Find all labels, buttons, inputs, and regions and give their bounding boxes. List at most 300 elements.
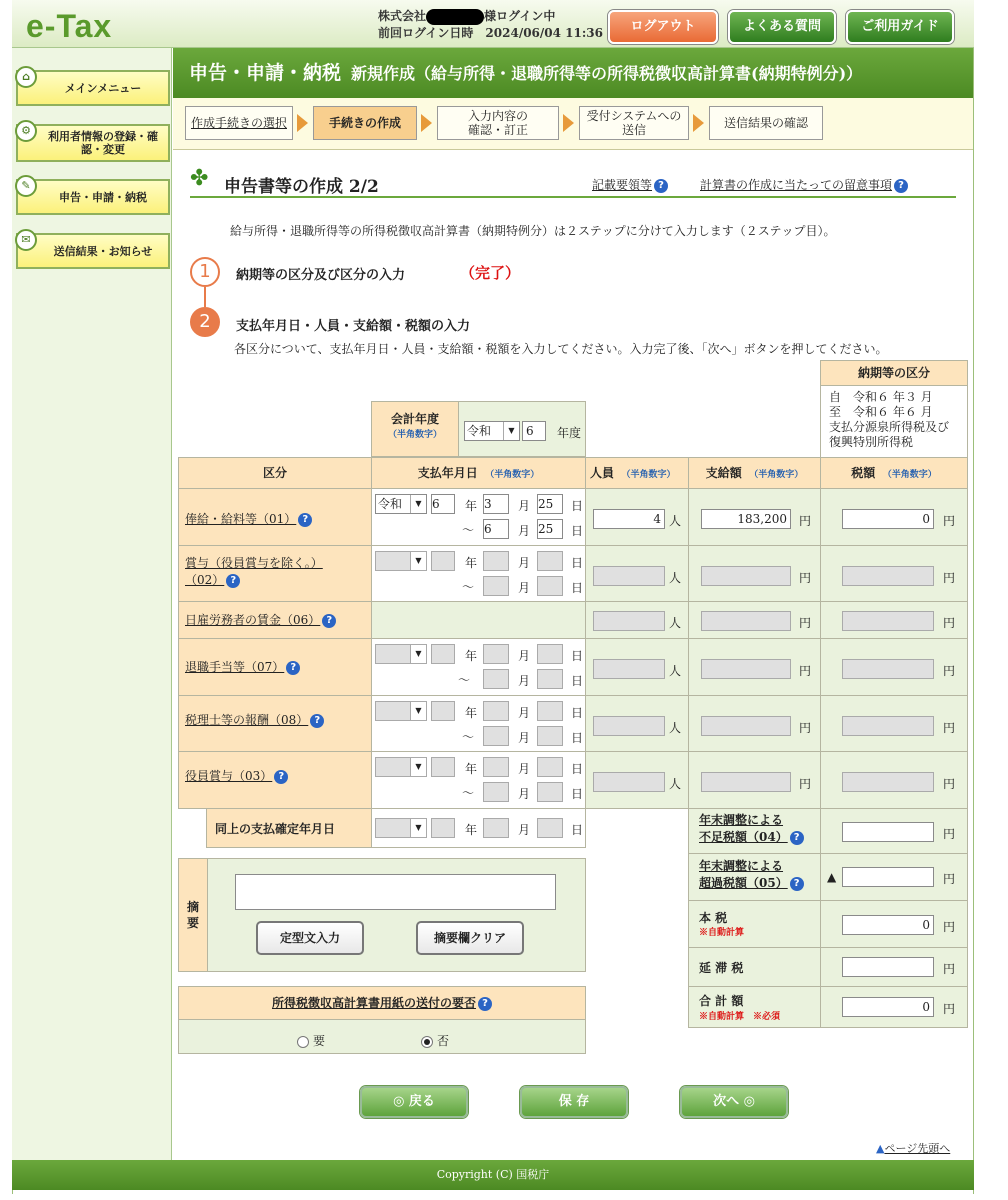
- fiscal-year-unit: 年度: [557, 426, 582, 440]
- col-tax: [820, 457, 968, 489]
- unit-nin: 人: [669, 664, 682, 678]
- month-input-to[interactable]: [483, 669, 509, 689]
- help-icon[interactable]: ?: [894, 179, 908, 193]
- unit-yen: 円: [943, 962, 956, 976]
- row-label-07[interactable]: [185, 659, 300, 676]
- step-create: 手続きの作成: [313, 106, 417, 140]
- unit-yen: 円: [943, 571, 956, 585]
- fiscal-year-cell: [458, 401, 586, 457]
- date-cell-08: [371, 695, 586, 752]
- unit-hi: 日: [571, 524, 584, 538]
- row-label-02[interactable]: [185, 555, 323, 589]
- month-input-to[interactable]: [483, 726, 509, 746]
- unit-nen: 年: [465, 649, 478, 663]
- unit-yen: 円: [943, 872, 956, 886]
- triangle-icon: ▲: [827, 870, 837, 884]
- confirm-date-cell: [371, 808, 586, 848]
- unit-tsuki: 月: [518, 787, 531, 801]
- total-cell: [820, 986, 968, 1028]
- confirm-date-label-cell: [206, 808, 372, 848]
- step2-note: 各区分について、支払年月日・人員・支給額・税額を入力してください。入力完了後、「次へ」ボタンを押してください。: [234, 342, 888, 356]
- col-date: [371, 457, 586, 489]
- people-cell-01: [585, 488, 689, 546]
- unit-yen: 円: [943, 777, 956, 791]
- row-label-03[interactable]: [185, 768, 288, 785]
- guide-link[interactable]: [592, 176, 668, 193]
- total-label: 合 計 額: [699, 994, 744, 1008]
- main-tax-label: 本 税: [699, 911, 728, 925]
- help-icon[interactable]: ?: [226, 574, 240, 588]
- unit-nin: 人: [669, 777, 682, 791]
- row-label-01[interactable]: [185, 511, 312, 528]
- total-label-cell: [688, 986, 821, 1028]
- tax-cell-01: [820, 488, 968, 546]
- people-input[interactable]: [593, 659, 665, 679]
- delay-tax-input[interactable]: [842, 957, 934, 977]
- tax-input[interactable]: [842, 716, 934, 736]
- date-cell-06: [371, 601, 586, 639]
- unit-yen: 円: [799, 664, 812, 678]
- page-title: [173, 48, 973, 98]
- unit-tsuki: 月: [518, 649, 531, 663]
- etax-logo: e-Tax: [26, 8, 113, 44]
- unit-hi: 日: [571, 787, 584, 801]
- unit-nen: 年: [465, 823, 478, 837]
- month-input-to[interactable]: [483, 576, 509, 596]
- main-tax-cell: [820, 900, 968, 948]
- step1-status: （完了）: [460, 264, 521, 282]
- memo-input[interactable]: [235, 874, 556, 910]
- fiscal-era-select[interactable]: [464, 421, 520, 441]
- unit-nen: 年: [465, 499, 478, 513]
- year-input[interactable]: [431, 757, 455, 777]
- tax-cell-02: [820, 545, 968, 602]
- page-title-main: 申告・申請・納税: [189, 62, 342, 84]
- help-icon[interactable]: ?: [298, 513, 312, 527]
- fiscal-year-label: 会計年度: [390, 412, 439, 426]
- sidebar-item-label: 申告・申請・納税: [59, 190, 147, 204]
- excess-label-cell: [688, 853, 821, 901]
- step1-label: 納期等の区分及び区分の入力: [236, 268, 406, 283]
- section-title: 申告書等の作成 2/2: [224, 177, 379, 197]
- col-people-hint: （半角数字）: [626, 470, 676, 480]
- paper-header: [178, 986, 586, 1020]
- era-select[interactable]: [375, 757, 427, 777]
- redacted-name: [426, 9, 484, 25]
- memo-label: 摘要: [187, 900, 200, 930]
- people-input[interactable]: [593, 772, 665, 792]
- save-button[interactable]: 保 存: [520, 1086, 628, 1118]
- footer: Copyright (C) 国税庁: [12, 1160, 974, 1190]
- excess-link[interactable]: [699, 858, 804, 892]
- table-row: [178, 601, 372, 639]
- pay-input[interactable]: [701, 772, 791, 792]
- day-input[interactable]: [537, 551, 563, 571]
- era-select[interactable]: [375, 701, 427, 721]
- day-input-to[interactable]: [537, 782, 563, 802]
- help-icon[interactable]: ?: [274, 770, 288, 784]
- tilde: ～: [458, 673, 471, 687]
- fiscal-era-value: 令和: [467, 424, 492, 438]
- unit-hi: 日: [571, 499, 584, 513]
- auto-calc-note: ※自動計算: [699, 928, 745, 938]
- people-cell-06: [585, 601, 689, 639]
- date-cell-07: [371, 638, 586, 696]
- row-label-text-2[interactable]: （02）: [185, 573, 225, 587]
- unit-yen: 円: [943, 721, 956, 735]
- unit-tsuki: 月: [518, 823, 531, 837]
- total-input[interactable]: 0: [842, 997, 934, 1017]
- step-send-line2: 送信: [621, 123, 646, 137]
- tax-cell-07: [820, 638, 968, 696]
- year-input[interactable]: 6: [431, 494, 455, 514]
- chevron-down-icon: ▼: [503, 422, 519, 440]
- pay-cell-08: [688, 695, 821, 752]
- help-icon[interactable]: ?: [790, 831, 804, 845]
- era-select[interactable]: [375, 494, 427, 514]
- people-cell-08: [585, 695, 689, 752]
- day-input-to[interactable]: [537, 576, 563, 596]
- fiscal-year-hint: （半角数字）: [387, 430, 442, 440]
- confirm-date-label: 同上の支払確定年月日: [215, 822, 336, 836]
- col-people-label: 人員: [590, 466, 615, 480]
- login-info: [378, 8, 603, 41]
- tax-input[interactable]: [842, 566, 934, 586]
- clear-memo-button[interactable]: 摘要欄クリア: [416, 921, 524, 955]
- day-input-to[interactable]: [537, 726, 563, 746]
- month-input[interactable]: [483, 818, 509, 838]
- day-input-to[interactable]: [537, 669, 563, 689]
- total-notes: [699, 1009, 780, 1022]
- shortage-line1[interactable]: 年末調整による: [699, 813, 784, 827]
- row-label-06[interactable]: [185, 612, 336, 629]
- unit-hi: 日: [571, 762, 584, 776]
- sidebar-item-filing[interactable]: [16, 179, 170, 215]
- chevron-down-icon: ▼: [410, 819, 426, 837]
- page-title-sub: 新規作成（給与所得・退職所得等の所得税徴収高計算書(納期特例分)）: [351, 64, 863, 83]
- day-input[interactable]: [537, 644, 563, 664]
- unit-tsuki: 月: [518, 706, 531, 720]
- tax-input[interactable]: [842, 772, 934, 792]
- pay-input[interactable]: [701, 566, 791, 586]
- period-from-label: 自: [829, 390, 842, 404]
- row-label-text[interactable]: 日雇労務者の賃金（06）: [185, 613, 321, 627]
- unit-tsuki: 月: [518, 581, 531, 595]
- col-tax-label: 税額: [851, 466, 876, 480]
- unit-yen: 円: [943, 514, 956, 528]
- notes-link-text[interactable]: 計算書の作成に当たっての留意事項: [700, 178, 893, 192]
- era-value: 令和: [378, 497, 403, 511]
- shortage-line2[interactable]: 不足税額（04）: [699, 830, 788, 844]
- col-tax-hint: （半角数字）: [887, 470, 937, 480]
- unit-tsuki: 月: [518, 731, 531, 745]
- chevron-down-icon: ▼: [410, 495, 426, 513]
- unit-yen: 円: [799, 777, 812, 791]
- col-kubun: 区分: [178, 457, 372, 489]
- pay-cell-07: [688, 638, 821, 696]
- memo-label-cell: [178, 858, 208, 972]
- unit-yen: 円: [799, 616, 812, 630]
- row-label-text[interactable]: 役員賞与（03）: [185, 769, 273, 783]
- day-input-to[interactable]: 25: [537, 519, 563, 539]
- date-cell-02: [371, 545, 586, 602]
- day-input[interactable]: [537, 757, 563, 777]
- col-date-hint: （半角数字）: [489, 470, 540, 480]
- step-send: [579, 106, 689, 140]
- step-confirm-line1: 入力内容の: [467, 109, 528, 123]
- paper-no[interactable]: [421, 1032, 449, 1049]
- tax-input[interactable]: [842, 611, 934, 631]
- unit-yen: 円: [799, 514, 812, 528]
- radio-yes[interactable]: [297, 1036, 309, 1048]
- period-box: [820, 385, 968, 459]
- back-button[interactable]: ◎ 戻る: [360, 1086, 468, 1118]
- chevron-down-icon: ▼: [410, 645, 426, 663]
- row-label-text[interactable]: 税理士等の報酬（08）: [185, 713, 309, 727]
- unit-hi: 日: [571, 823, 584, 837]
- row-label-text[interactable]: 俸給・給料等（01）: [185, 512, 297, 526]
- memo-cell: [207, 858, 586, 972]
- guide-link-text[interactable]: 記載要領等: [592, 178, 653, 192]
- tax-input[interactable]: [842, 659, 934, 679]
- row-label-text[interactable]: 退職手当等（07）: [185, 660, 285, 674]
- page-top-text[interactable]: ページ先頭へ: [884, 1142, 951, 1155]
- unit-hi: 日: [571, 674, 584, 688]
- unit-yen: 円: [943, 1002, 956, 1016]
- unit-hi: 日: [571, 556, 584, 570]
- last-login-value: 2024/06/04 11:36: [485, 25, 603, 40]
- era-select[interactable]: [375, 551, 427, 571]
- pay-cell-02: [688, 545, 821, 602]
- people-cell-03: [585, 751, 689, 809]
- step-result: 送信結果の確認: [709, 106, 823, 140]
- help-icon[interactable]: ?: [286, 661, 300, 675]
- sidebar-item-label: メインメニュー: [64, 81, 142, 95]
- table-row: [178, 545, 372, 602]
- era-select[interactable]: [375, 818, 427, 838]
- sidebar-item-user-info[interactable]: [16, 124, 170, 162]
- login-suffix: 様ログイン中: [484, 9, 556, 23]
- excess-line2[interactable]: 超過税額（05）: [699, 876, 788, 890]
- clover-icon: ✤: [190, 166, 209, 191]
- day-input[interactable]: 25: [537, 494, 563, 514]
- delay-tax-label-cell: [688, 947, 821, 987]
- section-header: [190, 168, 956, 198]
- delay-tax-label: 延 滞 税: [699, 961, 744, 975]
- faq-button[interactable]: よくある質問: [728, 10, 836, 44]
- unit-tsuki: 月: [518, 674, 531, 688]
- main-tax-input[interactable]: 0: [842, 915, 934, 935]
- arrow-up-icon: ▲: [876, 1142, 885, 1155]
- col-pay: [688, 457, 821, 489]
- month-input-to[interactable]: [483, 782, 509, 802]
- help-icon[interactable]: ?: [478, 997, 492, 1011]
- document-icon: ✎: [15, 175, 37, 197]
- step-send-line1: 受付システムへの: [586, 109, 682, 123]
- sidebar-item-main-menu[interactable]: [16, 70, 170, 106]
- paper-title[interactable]: 所得税徴収高計算書用紙の送付の要否: [271, 996, 476, 1010]
- year-input[interactable]: [431, 818, 455, 838]
- day-input[interactable]: [537, 701, 563, 721]
- total-auto-note: ※自動計算: [699, 1012, 745, 1022]
- shortage-link[interactable]: [699, 812, 804, 846]
- notes-link[interactable]: [700, 176, 908, 193]
- unit-tsuki: 月: [518, 556, 531, 570]
- help-icon[interactable]: ?: [790, 877, 804, 891]
- col-pay-label: 支給額: [705, 466, 742, 480]
- step2-circle: 2: [190, 307, 220, 337]
- shortage-cell: [820, 808, 968, 854]
- excess-input[interactable]: [842, 867, 934, 887]
- table-row: [178, 638, 372, 696]
- people-input[interactable]: 4: [593, 509, 665, 529]
- unit-tsuki: 月: [518, 762, 531, 776]
- pay-cell-06: [688, 601, 821, 639]
- logout-button[interactable]: ログアウト: [608, 10, 718, 44]
- step-select[interactable]: 作成手続きの選択: [185, 106, 293, 140]
- paper-options: [178, 1019, 586, 1054]
- table-row: [178, 488, 372, 546]
- chevron-down-icon: ▼: [410, 552, 426, 570]
- tax-cell-08: [820, 695, 968, 752]
- day-input[interactable]: [537, 818, 563, 838]
- unit-yen: 円: [943, 827, 956, 841]
- unit-yen: 円: [943, 920, 956, 934]
- month-input[interactable]: 3: [483, 494, 509, 514]
- paper-yes[interactable]: [297, 1032, 325, 1049]
- unit-yen: 円: [943, 616, 956, 630]
- row-label-08[interactable]: [185, 712, 324, 729]
- paper-no-label: 否: [437, 1034, 450, 1048]
- pay-input[interactable]: [701, 716, 791, 736]
- tilde: ～: [462, 730, 475, 744]
- period-desc: 支払分源泉所得税及び復興特別所得税: [829, 420, 950, 449]
- step-arrow-icon: [693, 114, 704, 132]
- people-input[interactable]: [593, 716, 665, 736]
- unit-hi: 日: [571, 649, 584, 663]
- step2-label: 支払年月日・人員・支給額・税額の入力: [236, 319, 471, 334]
- help-icon[interactable]: ?: [654, 179, 668, 193]
- page-top-link[interactable]: [876, 1140, 950, 1156]
- unit-yen: 円: [943, 664, 956, 678]
- unit-nin: 人: [669, 616, 682, 630]
- template-button[interactable]: 定型文入力: [256, 921, 364, 955]
- unit-nin: 人: [669, 571, 682, 585]
- sidebar-item-label: 利用者情報の登録・確認・変更: [48, 130, 158, 156]
- tax-cell-06: [820, 601, 968, 639]
- step-arrow-icon: [421, 114, 432, 132]
- year-input-to[interactable]: 6: [483, 519, 509, 539]
- excess-line1[interactable]: 年末調整による: [699, 859, 784, 873]
- step-arrow-icon: [297, 114, 308, 132]
- chevron-down-icon: ▼: [410, 758, 426, 776]
- people-input[interactable]: [593, 566, 665, 586]
- tilde: ～: [462, 786, 475, 800]
- gear-icon: ⚙: [15, 120, 37, 142]
- unit-nen: 年: [465, 556, 478, 570]
- month-input[interactable]: [483, 551, 509, 571]
- total-required-note: ※必須: [753, 1012, 781, 1022]
- unit-nin: 人: [669, 514, 682, 528]
- step-confirm-line2: 確認・訂正: [467, 123, 528, 137]
- unit-nin: 人: [669, 721, 682, 735]
- pay-input[interactable]: 183,200: [701, 509, 791, 529]
- tax-input[interactable]: 0: [842, 509, 934, 529]
- month-input[interactable]: [483, 701, 509, 721]
- period-header: 納期等の区分: [820, 360, 968, 386]
- fiscal-year-input[interactable]: 6: [522, 421, 546, 441]
- home-icon: ⌂: [15, 66, 37, 88]
- era-select[interactable]: [375, 644, 427, 664]
- mail-icon: ✉: [15, 229, 37, 251]
- pay-input[interactable]: [701, 611, 791, 631]
- help-icon[interactable]: ?: [310, 714, 324, 728]
- step-note: 給与所得・退職所得等の所得税徴収高計算書（納期特例分）は２ステップに分けて入力します（２ステップ目）。: [230, 224, 836, 238]
- month-input[interactable]: [483, 757, 509, 777]
- table-row: [178, 751, 372, 809]
- shortage-input[interactable]: [842, 822, 934, 842]
- period-from: 令和６ 年３ 月: [853, 390, 933, 404]
- excess-cell: [820, 853, 968, 901]
- col-people: [585, 457, 689, 489]
- sidebar: [12, 48, 172, 1160]
- step-navigation: [173, 98, 973, 150]
- unit-tsuki: 月: [518, 499, 531, 513]
- pay-cell-01: [688, 488, 821, 546]
- step-connector: [204, 287, 206, 307]
- tilde: ～: [462, 523, 475, 537]
- shortage-label-cell: [688, 808, 821, 854]
- unit-yen: 円: [799, 571, 812, 585]
- year-input[interactable]: [431, 701, 455, 721]
- step-arrow-icon: [563, 114, 574, 132]
- date-cell-01: [371, 488, 586, 546]
- unit-yen: 円: [799, 721, 812, 735]
- unit-nen: 年: [465, 706, 478, 720]
- year-input[interactable]: [431, 551, 455, 571]
- tilde: ～: [462, 580, 475, 594]
- col-date-label: 支払年月日: [417, 466, 478, 480]
- year-input[interactable]: [431, 644, 455, 664]
- main-tax-label-cell: [688, 900, 821, 948]
- unit-hi: 日: [571, 581, 584, 595]
- radio-no[interactable]: [421, 1036, 433, 1048]
- unit-hi: 日: [571, 706, 584, 720]
- guide-button[interactable]: ご利用ガイド: [846, 10, 954, 44]
- sidebar-item-results[interactable]: [16, 233, 170, 269]
- period-to: 令和６ 年６ 月: [853, 405, 933, 419]
- next-button[interactable]: 次へ ◎: [680, 1086, 788, 1118]
- step1-circle: 1: [190, 257, 220, 287]
- unit-nen: 年: [465, 762, 478, 776]
- period-to-label: 至: [829, 405, 842, 419]
- fiscal-year-label-cell: [371, 401, 459, 457]
- col-pay-hint: （半角数字）: [753, 470, 804, 480]
- table-row: [178, 695, 372, 752]
- row-label-text[interactable]: 賞与（役員賞与を除く。）: [185, 556, 323, 570]
- delay-tax-cell: [820, 947, 968, 987]
- pay-input[interactable]: [701, 659, 791, 679]
- chevron-down-icon: ▼: [410, 702, 426, 720]
- login-company: 株式会社: [378, 9, 427, 23]
- month-input[interactable]: [483, 644, 509, 664]
- tax-cell-03: [820, 751, 968, 809]
- step-confirm: [437, 106, 559, 140]
- pay-cell-03: [688, 751, 821, 809]
- people-cell-02: [585, 545, 689, 602]
- help-icon[interactable]: ?: [322, 614, 336, 628]
- people-input[interactable]: [593, 611, 665, 631]
